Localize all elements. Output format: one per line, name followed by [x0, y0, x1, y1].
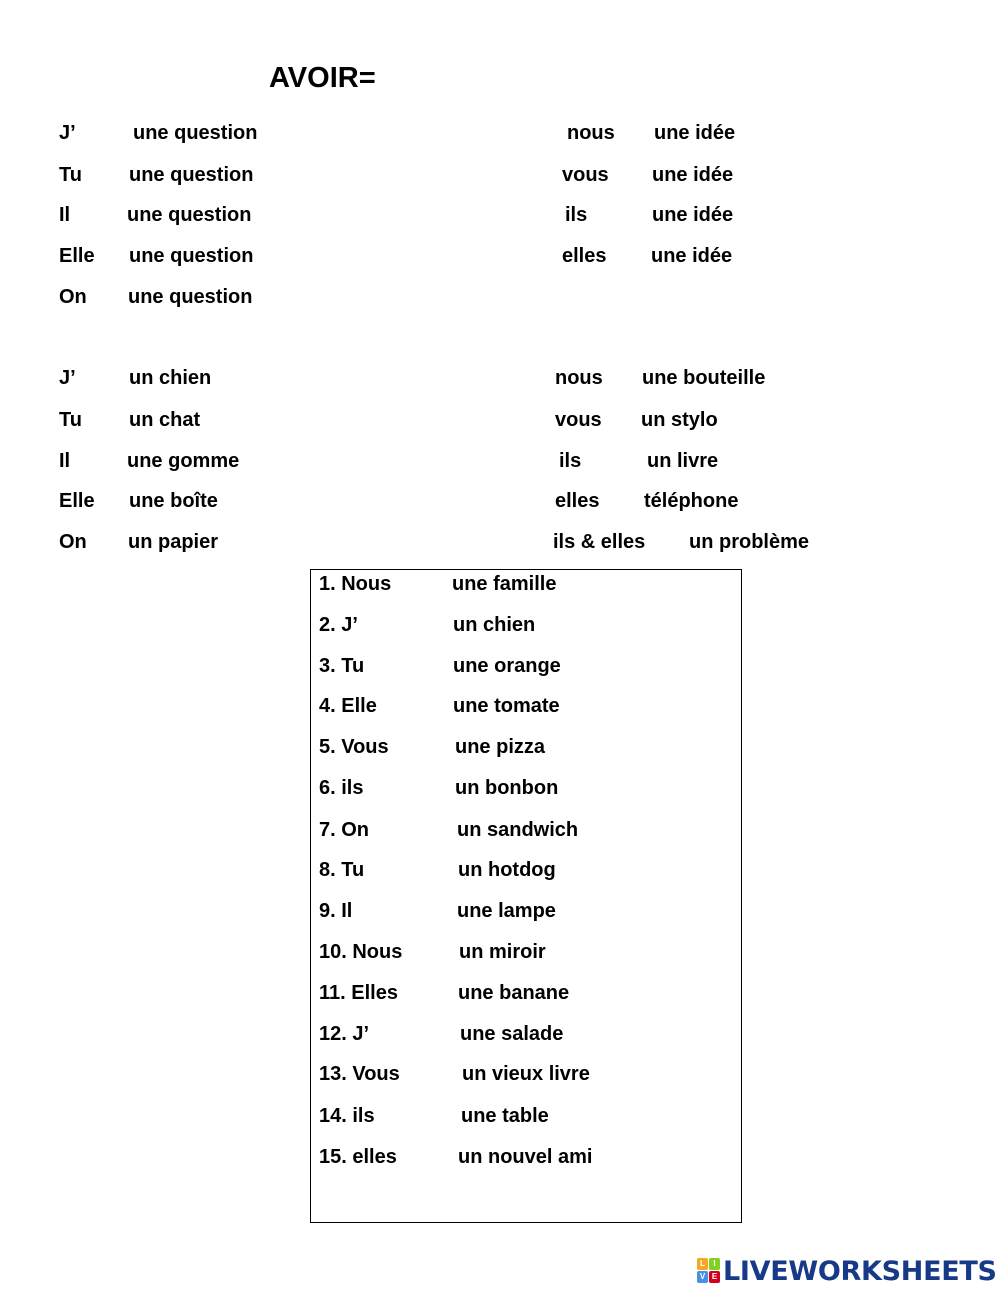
subject: Tu	[59, 164, 82, 186]
subject: nous	[555, 367, 603, 389]
exercise-subject: 11. Elles	[319, 982, 398, 1004]
exercise-subject: 8. Tu	[319, 859, 365, 881]
subject: Elle	[59, 245, 95, 267]
exercise-subject: 4. Elle	[319, 695, 377, 717]
exercise-subject: 7. On	[319, 819, 370, 841]
exercise-subject: 2. J’	[319, 614, 358, 636]
object: un livre	[647, 450, 719, 472]
exercise-subject: 12. J’	[319, 1023, 370, 1045]
exercise-object: un vieux livre	[462, 1063, 590, 1085]
exercise-object: une table	[461, 1105, 549, 1127]
subject: On	[59, 531, 87, 553]
exercise-subject: 13. Vous	[319, 1063, 400, 1085]
exercise-object: un miroir	[459, 941, 546, 963]
object: une question	[129, 245, 254, 267]
object: une idée	[652, 164, 734, 186]
exercise-subject: 10. Nous	[319, 941, 403, 963]
exercise-object: un sandwich	[457, 819, 579, 841]
exercise-object: une lampe	[457, 900, 556, 922]
subject: elles	[562, 245, 607, 267]
subject: ils	[559, 450, 582, 472]
exercise-object: un hotdog	[458, 859, 556, 881]
exercise-subject: 9. Il	[319, 900, 353, 922]
exercise-object: une famille	[452, 573, 557, 595]
subject: nous	[567, 122, 615, 144]
liveworksheets-logo-icon: L I V E	[697, 1258, 721, 1284]
exercise-object: un bonbon	[455, 777, 559, 799]
exercise-object: une banane	[458, 982, 570, 1004]
logo-text: LIVEWORKSHEETS	[723, 1255, 997, 1287]
exercise-object: une tomate	[453, 695, 560, 717]
subject: Il	[59, 450, 71, 472]
object: une idée	[654, 122, 736, 144]
subject: vous	[562, 164, 609, 186]
exercise-object: un chien	[453, 614, 536, 636]
object: une idée	[652, 204, 734, 226]
object: une gomme	[127, 450, 240, 472]
exercise-subject: 14. ils	[319, 1105, 375, 1127]
subject: Tu	[59, 409, 82, 431]
object: un chien	[129, 367, 212, 389]
object: un papier	[128, 531, 219, 553]
object: une idée	[651, 245, 733, 267]
object: un problème	[689, 531, 810, 553]
exercise-subject: 1. Nous	[319, 573, 392, 595]
subject: J’	[59, 367, 76, 389]
subject: vous	[555, 409, 602, 431]
object: un chat	[129, 409, 201, 431]
object: une bouteille	[642, 367, 766, 389]
subject: ils & elles	[553, 531, 646, 553]
object: téléphone	[644, 490, 739, 512]
subject: J’	[59, 122, 76, 144]
exercise-object: une pizza	[455, 736, 546, 758]
exercise-object: une salade	[460, 1023, 564, 1045]
subject: On	[59, 286, 87, 308]
object: une question	[129, 164, 254, 186]
object: une question	[133, 122, 258, 144]
exercise-object: une orange	[453, 655, 561, 677]
subject: elles	[555, 490, 600, 512]
page-title: AVOIR=	[269, 62, 376, 94]
subject: ils	[565, 204, 588, 226]
exercise-subject: 3. Tu	[319, 655, 365, 677]
subject: Il	[59, 204, 71, 226]
liveworksheets-logo	[697, 1257, 997, 1285]
object: une question	[128, 286, 253, 308]
exercise-subject: 15. elles	[319, 1146, 397, 1168]
object: une question	[127, 204, 252, 226]
object: un stylo	[641, 409, 718, 431]
subject: Elle	[59, 490, 95, 512]
object: une boîte	[129, 490, 218, 512]
exercise-subject: 5. Vous	[319, 736, 389, 758]
exercise-subject: 6. ils	[319, 777, 364, 799]
exercise-object: un nouvel ami	[458, 1146, 593, 1168]
